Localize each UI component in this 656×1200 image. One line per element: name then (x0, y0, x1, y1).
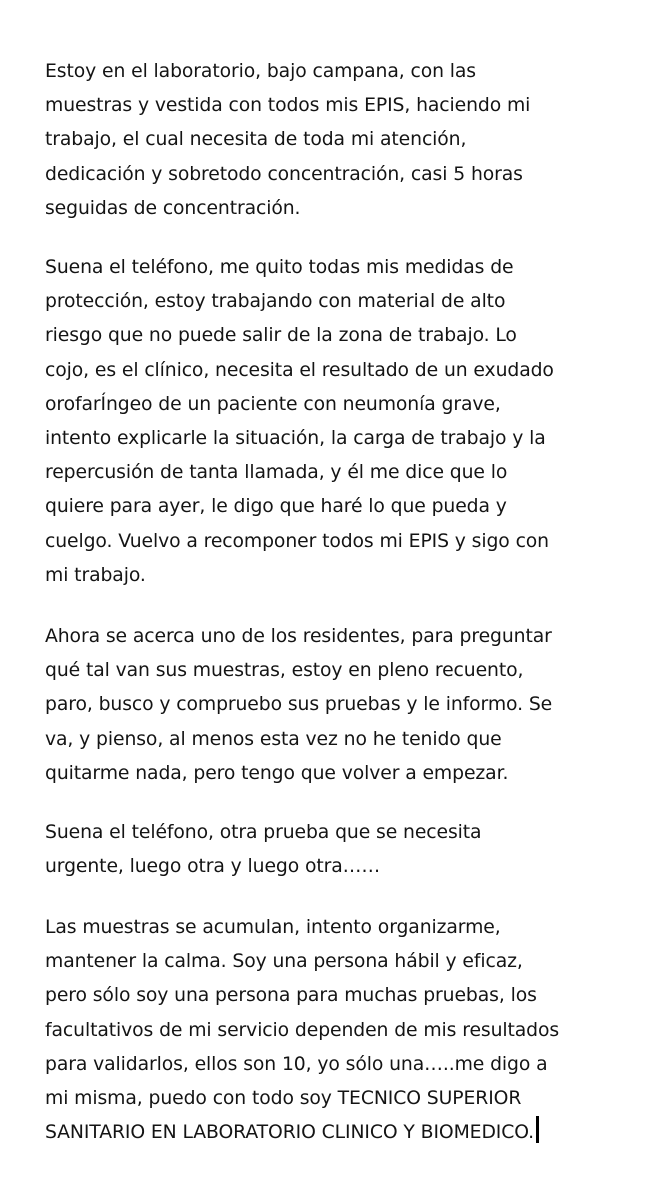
text-line: quiere para ayer, le digo que haré lo que pueda y (45, 496, 507, 518)
text-line: quitarme nada, pero tengo que volver a empezar. (45, 762, 509, 784)
text-line: orofarÍngeo de un paciente con neumonía grave, (45, 393, 501, 415)
paragraph-2 (45, 251, 645, 593)
text-line: cojo, es el clínico, necesita el resultado de un exudado (45, 359, 554, 381)
text-line: trabajo, el cual necesita de toda mi atención, (45, 129, 467, 151)
text-line: pero sólo soy una persona para muchas pruebas, los (45, 985, 537, 1007)
text-line: mi trabajo. (45, 564, 146, 586)
paragraph-4 (45, 816, 645, 884)
text-line: Estoy en el laboratorio, bajo campana, con las (45, 61, 476, 82)
paragraph-3 (45, 620, 645, 791)
text-line: Las muestras se acumulan, intento organizarme, (45, 917, 501, 938)
text-line: riesgo que no puede salir de la zona de trabajo. Lo (45, 325, 517, 347)
last-line-text: SANITARIO EN LABORATORIO CLINICO Y BIOMEDICO. (45, 1122, 535, 1144)
text-line: dedicación y sobretodo concentración, casi 5 horas (45, 163, 523, 185)
paragraph-5 (45, 911, 645, 1150)
text-line: Ahora se acerca uno de los residentes, para preguntar (45, 626, 552, 647)
text-line: cuelgo. Vuelvo a recomponer todos mi EPIS y sigo con (45, 530, 549, 552)
paragraph-1 (45, 55, 645, 226)
text-line: facultativos de mi servicio dependen de mis resultados (45, 1019, 560, 1041)
text-line: Suena el teléfono, me quito todas mis medidas de (45, 257, 514, 278)
text-line: para validarlos, ellos son 10, yo sólo una…..me digo a (45, 1053, 548, 1075)
text-line: va, y pienso, al menos esta vez no he tenido que (45, 728, 502, 750)
text-line: Suena el teléfono, otra prueba que se necesita (45, 822, 482, 843)
text-line: muestras y vestida con todos mis EPIS, haciendo mi (45, 95, 531, 117)
text-line: paro, busco y compruebo sus pruebas y le informo. Se (45, 694, 553, 716)
text-line: seguidas de concentración. (45, 197, 301, 219)
text-line-last (45, 1116, 645, 1150)
text-line: repercusión de tanta llamada, y él me dice que lo (45, 462, 508, 484)
text-line: protección, estoy trabajando con material de alto (45, 291, 506, 313)
text-cursor (536, 1116, 539, 1143)
text-line: intento explicarle la situación, la carga de trabajo y la (45, 428, 546, 450)
text-line: mi misma, puedo con todo soy TECNICO SUPERIOR (45, 1088, 522, 1110)
text-line: urgente, luego otra y luego otra…… (45, 856, 381, 878)
text-line: qué tal van sus muestras, estoy en pleno recuento, (45, 660, 524, 682)
text-line: mantener la calma. Soy una persona hábil y eficaz, (45, 951, 523, 973)
